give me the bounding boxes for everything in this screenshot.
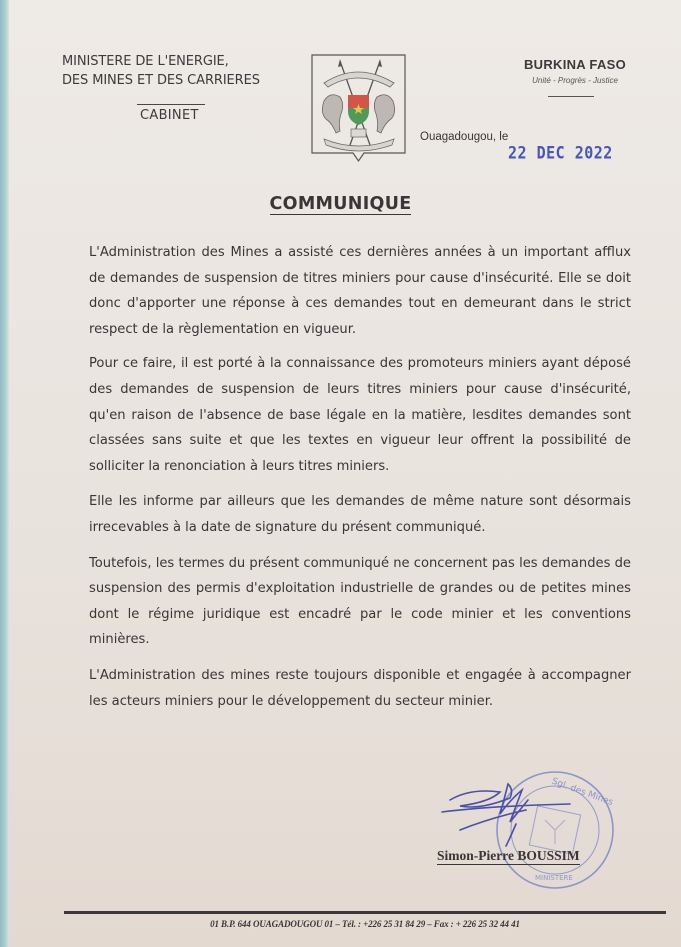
document-title-text: COMMUNIQUE <box>269 194 412 214</box>
national-motto: Unité - Progrès - Justice <box>532 76 618 85</box>
cabinet-divider <box>137 104 205 105</box>
coat-of-arms-icon <box>310 53 407 165</box>
ministry-line-1: MINISTERE DE L'ENERGIE, <box>62 54 229 69</box>
paragraph-3: Elle les informe par ailleurs que les demandes de même nature sont désormais irrecevables à la date de signature du présent communiqué. <box>89 494 631 535</box>
motto-divider <box>548 96 594 97</box>
ministry-name <box>62 52 312 90</box>
svg-text:MINISTERE: MINISTERE <box>535 874 573 882</box>
svg-text:Sgl. des Mines: Sgl. des Mines <box>550 776 615 809</box>
place-label: Ouagadougou, le <box>420 131 509 143</box>
paragraph-5: L'Administration des mines reste toujours disponible et engagée à accompagner les acteurs miniers pour le développement du secteur minier. <box>89 667 631 709</box>
signer-name: Simon-Pierre BOUSSIM <box>437 848 580 863</box>
document-title <box>0 194 681 214</box>
department-label: CABINET <box>140 108 199 123</box>
paragraph-4: Toutefois, les termes du présent communiqué ne concernent pas les demandes de suspension des permis d'exploitation industrielle de grandes ou de petites mines dont le régime juridique est encadré par le code minier et les conventions minières. <box>89 555 631 648</box>
page-edge-shadow <box>0 0 9 947</box>
paragraph-2: Pour ce faire, il est porté à la connaissance des promoteurs miniers ayant déposé des demandes de suspension de leurs titres miniers pour cause d'insécurité, qu'en raison de l'absence de base légale en la matière, lesdites demandes sont classées sans suite et que les textes en vigueur leur offrent la possibilité de solliciter la renonciation à leurs titres miniers. <box>89 356 631 474</box>
ministry-line-2: DES MINES ET DES CARRIERES <box>62 73 260 88</box>
date-stamp <box>508 143 613 163</box>
date-stamp-text: 22 DEC 2022 <box>508 143 613 163</box>
country-name: BURKINA FASO <box>523 57 627 72</box>
document-body <box>89 240 631 724</box>
footer-divider <box>64 911 666 914</box>
paragraph-1: L'Administration des Mines a assisté ces dernières années à un important afflux de demandes de suspension de titres miniers pour cause d'insécurité. Elle se doit donc d'apporter une réponse à ces demandes tout en demeurant dans le strict respect de la règlementation en vigueur. <box>89 245 631 337</box>
signature-block <box>430 770 630 890</box>
footer-address: 01 B.P. 644 OUAGADOUGOU 01 – Tél. : +226 25 31 84 29 – Fax : + 226 25 32 44 41 <box>210 919 520 929</box>
handwritten-signature-icon <box>430 770 630 890</box>
